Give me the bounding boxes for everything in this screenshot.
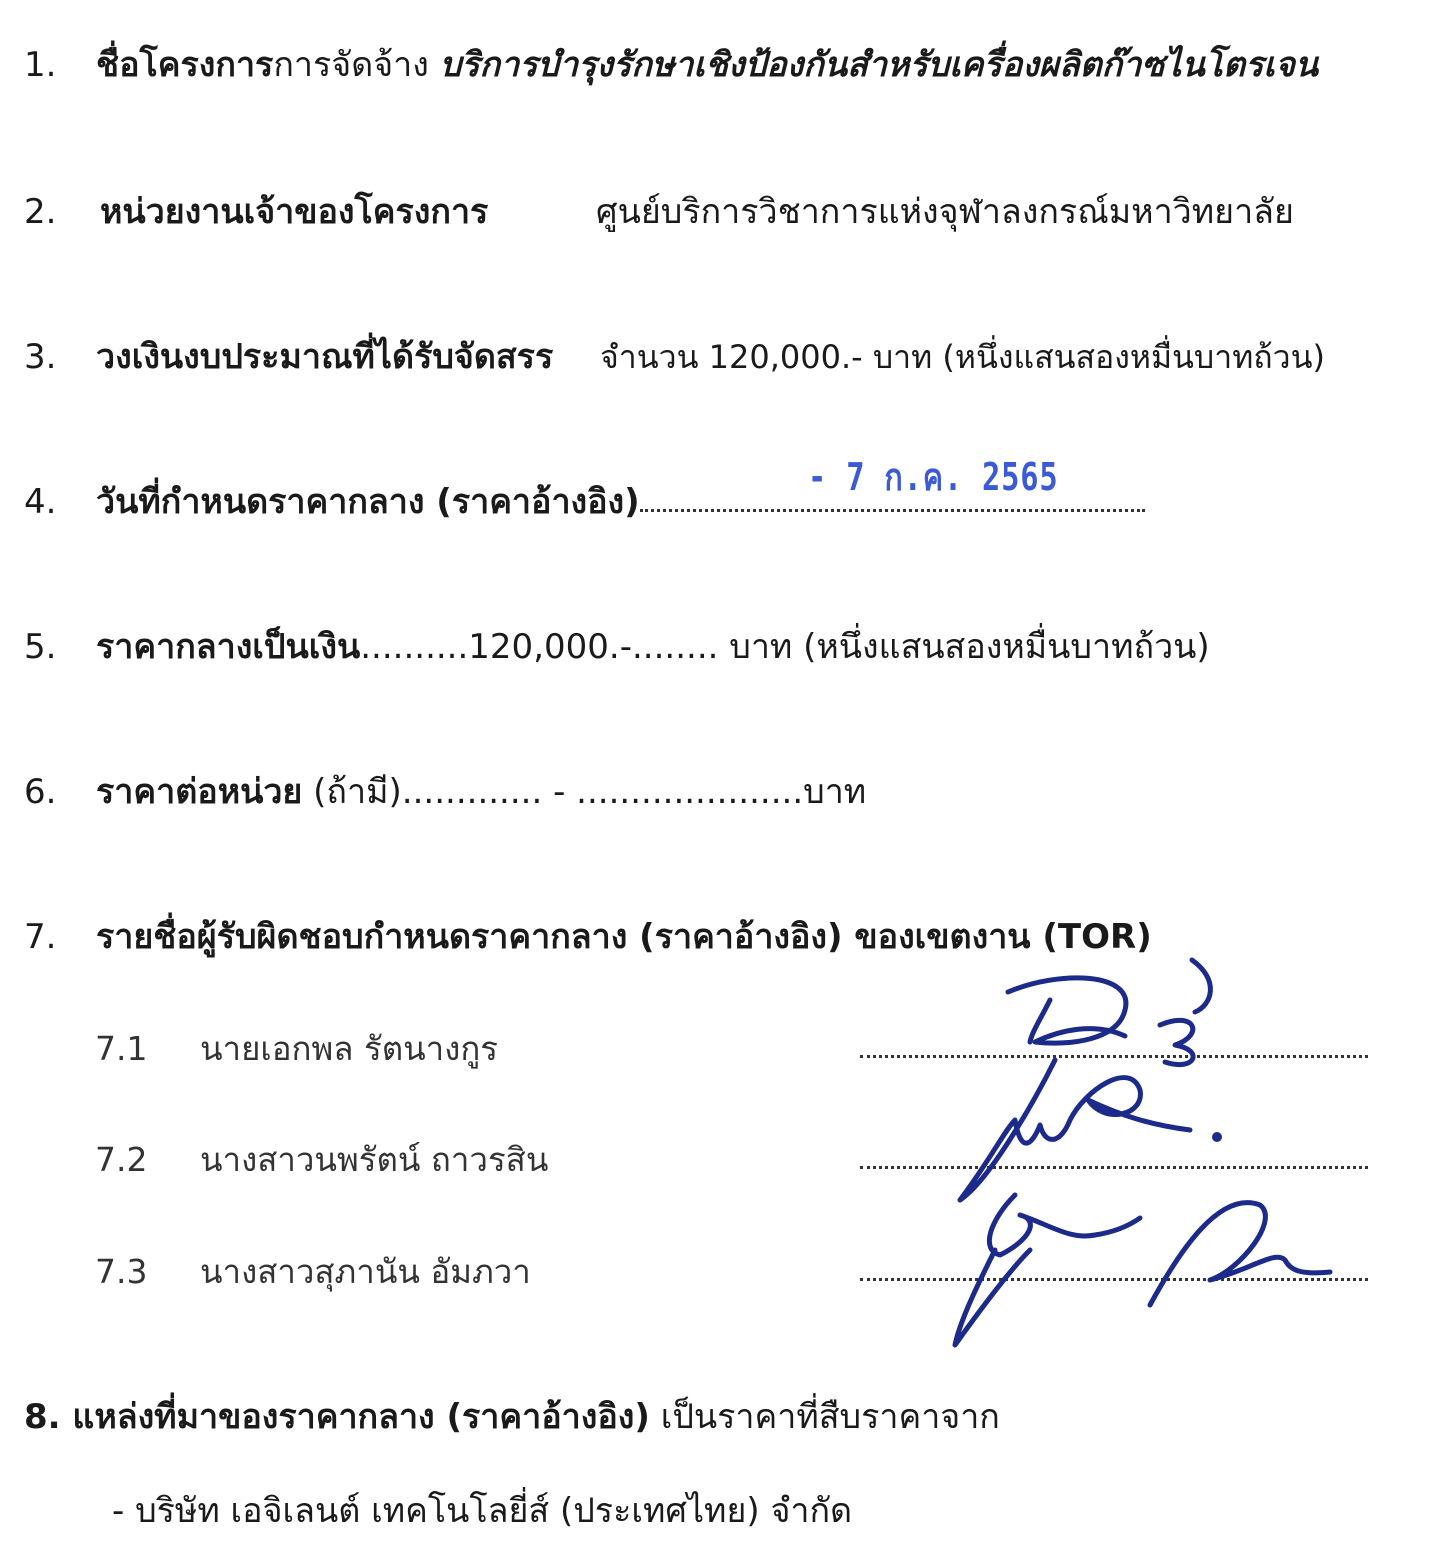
item-1-value: บริการบำรุงรักษาเชิงป้องกันสำหรับเครื่องผลิตก๊าซไนโตรเจน xyxy=(439,45,1319,85)
section-8-source: - บริษัท เอจิเลนต์ เทคโนโลยี่ส์ (ประเทศไทย) จำกัด xyxy=(112,1491,853,1531)
signature-2-dot xyxy=(1215,1135,1220,1140)
committee-1-name: นายเอกพล รัตนางกูร xyxy=(200,1029,499,1068)
item-6-label: ราคาต่อหน่วย xyxy=(96,772,303,812)
item-6-line xyxy=(96,770,866,814)
item-7-label: รายชื่อผู้รับผิดชอบกำหนดราคากลาง (ราคาอ้างอิง) ของเขตงาน (TOR) xyxy=(96,917,1152,957)
item-7-number: 7. xyxy=(24,917,57,957)
committee-2-number: 7.2 xyxy=(95,1140,148,1179)
item-4-label: วันที่กำหนดราคากลาง (ราคาอ้างอิง) xyxy=(96,482,640,522)
signature-3-stroke-a xyxy=(989,1195,1140,1255)
signature-3-stroke-b xyxy=(955,1250,1030,1345)
committee-3-number: 7.3 xyxy=(95,1252,148,1291)
date-stamp: - 7 ก.ค. 2565 xyxy=(808,455,1059,499)
item-5-value: ..........120,000.-........ บาท (หนึ่งแสนสองหมื่นบาทถ้วน) xyxy=(360,627,1210,667)
item-5-line xyxy=(96,625,1210,669)
signature-1-stroke-c xyxy=(1160,1020,1193,1064)
item-3-value: จำนวน 120,000.- บาท (หนึ่งแสนสองหมื่นบาทถ้วน) xyxy=(600,338,1325,376)
committee-1-number: 7.1 xyxy=(95,1029,148,1068)
item-4-dotted-line xyxy=(640,509,1145,512)
signature-3-stroke-c xyxy=(1150,1203,1330,1305)
signature-1-stroke-d xyxy=(1192,960,1210,1012)
item-5-label: ราคากลางเป็นเงิน xyxy=(96,627,361,667)
committee-3-name: นางสาวสุภานัน อัมภวา xyxy=(200,1252,531,1291)
signatures-image xyxy=(920,950,1340,1360)
item-5-number: 5. xyxy=(24,627,57,667)
item-3-label: วงเงินงบประมาณที่ได้รับจัดสรร xyxy=(96,337,554,377)
item-3-number: 3. xyxy=(24,337,57,377)
item-2-value: ศูนย์บริการวิชาการแห่งจุฬาลงกรณ์มหาวิทยาลัย xyxy=(596,192,1294,232)
item-2-number: 2. xyxy=(24,192,57,232)
item-4-number: 4. xyxy=(24,482,57,522)
item-6-value: (ถ้ามี)............. - .....................บาท xyxy=(302,772,867,812)
signature-2-stroke xyxy=(960,1060,1190,1200)
section-8-label: 8. แหล่งที่มาของราคากลาง (ราคาอ้างอิง) xyxy=(24,1397,650,1437)
item-6-number: 6. xyxy=(24,772,57,812)
item-2-label: หน่วยงานเจ้าของโครงการ xyxy=(100,192,489,232)
signature-1-stroke-a xyxy=(1008,978,1126,1043)
section-8-text: เป็นราคาที่สืบราคาจาก xyxy=(649,1397,1000,1437)
item-1-line xyxy=(96,43,1318,87)
item-1-number: 1. xyxy=(24,45,57,85)
section-8-line xyxy=(24,1395,1000,1439)
item-1-label: ชื่อโครงการ xyxy=(96,45,274,85)
committee-2-name: นางสาวนพรัตน์ ถาวรสิน xyxy=(200,1140,549,1179)
item-1-text: การจัดจ้าง xyxy=(273,45,429,85)
